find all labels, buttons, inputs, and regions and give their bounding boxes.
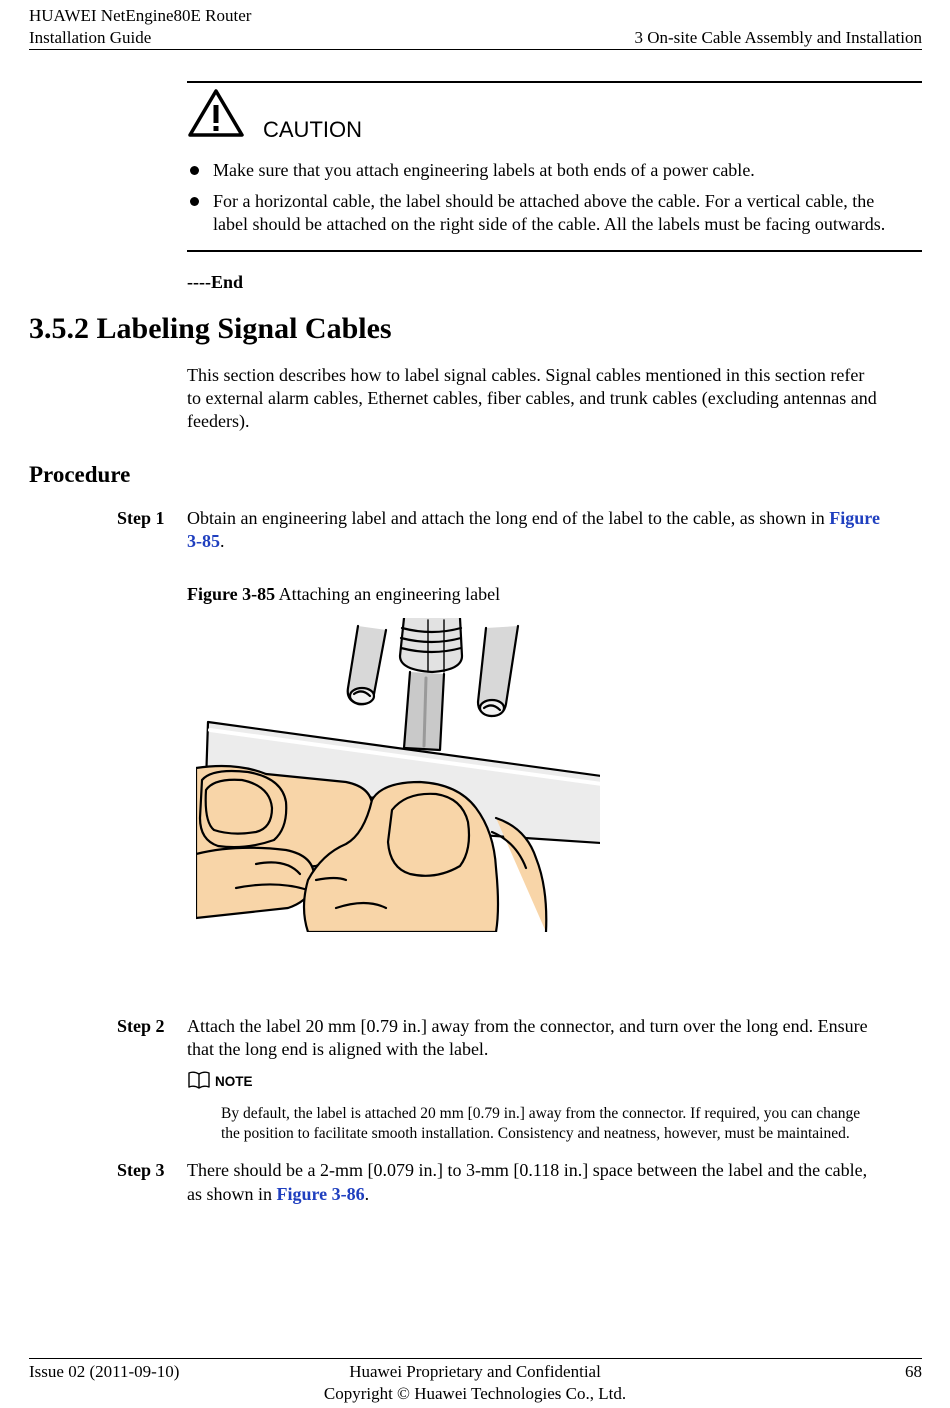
figure-caption xyxy=(187,583,500,606)
caution-bullet-2 xyxy=(190,197,199,206)
note-line-2: the position to facilitate smooth installation. Consistency and neatness, however, must be maintained. xyxy=(221,1125,850,1142)
step-3-tail: . xyxy=(364,1184,370,1204)
caution-top-rule xyxy=(187,81,922,83)
caution-item-1: Make sure that you attach engineering labels at both ends of a power cable. xyxy=(213,160,755,180)
procedure-heading: Procedure xyxy=(29,462,131,487)
note-line-1: By default, the label is attached 20 mm [0.79 in.] away from the connector. If required, you can change xyxy=(221,1105,861,1122)
intro-line-1: This section describes how to label signal cables. Signal cables mentioned in this section refer xyxy=(187,365,865,385)
caution-bottom-rule xyxy=(187,250,922,252)
footer-proprietary: Huawei Proprietary and Confidential xyxy=(349,1362,601,1381)
header-doc-type: Installation Guide xyxy=(29,28,152,47)
step-3-line-2 xyxy=(187,1183,369,1206)
header-product: HUAWEI NetEngine80E Router xyxy=(29,6,252,25)
step-2-label: Step 2 xyxy=(117,1016,165,1036)
footer-issue: Issue 02 (2011-09-10) xyxy=(29,1362,180,1381)
section-title: 3.5.2 Labeling Signal Cables xyxy=(29,312,392,345)
figure-caption-text: Attaching an engineering label xyxy=(275,584,501,604)
caution-title: CAUTION xyxy=(263,117,362,142)
caution-item-2-line-1: For a horizontal cable, the label should be attached above the cable. For a vertical cable, the xyxy=(213,191,875,211)
book-icon xyxy=(187,1070,211,1090)
figure-caption-number: Figure 3-85 xyxy=(187,584,276,604)
step-1-body: Obtain an engineering label and attach the long end of the label to the cable, as shown in xyxy=(187,508,830,528)
caution-bullet-1 xyxy=(190,166,199,175)
intro-line-3: feeders). xyxy=(187,411,250,431)
step-3-label: Step 3 xyxy=(117,1160,165,1180)
end-marker: ----End xyxy=(187,272,244,292)
step-2-line-1: Attach the label 20 mm [0.79 in.] away from the connector, and turn over the long end. Ensure xyxy=(187,1016,868,1036)
step-1-text-line-2 xyxy=(187,530,225,553)
step-1-label: Step 1 xyxy=(117,508,165,528)
step-1-tail: . xyxy=(220,531,225,551)
figure-3-86-link[interactable]: Figure 3-86 xyxy=(276,1184,365,1204)
step-3-line-2-text: as shown in xyxy=(187,1184,277,1204)
warning-triangle-icon xyxy=(187,88,245,138)
step-2-line-2: that the long end is aligned with the label. xyxy=(187,1039,489,1059)
step-3-line-1: There should be a 2-mm [0.079 in.] to 3-mm [0.118 in.] space between the label and the cable, xyxy=(187,1160,868,1180)
caution-item-2-line-2: label should be attached on the right side of the cable. All the labels must be facing outwards. xyxy=(213,214,886,234)
footer-rule xyxy=(29,1358,922,1359)
header-rule xyxy=(29,49,922,50)
footer-copyright: Copyright © Huawei Technologies Co., Ltd. xyxy=(323,1384,627,1403)
note-title: NOTE xyxy=(215,1074,253,1089)
attaching-label-illustration xyxy=(196,618,646,932)
header-chapter: 3 On-site Cable Assembly and Installation xyxy=(634,28,922,47)
figure-3-85-link-b[interactable]: 3-85 xyxy=(187,531,220,551)
footer-page-number: 68 xyxy=(905,1362,922,1381)
step-1-text xyxy=(187,507,880,530)
figure-3-85-link-a[interactable]: Figure xyxy=(829,508,880,528)
intro-line-2: to external alarm cables, Ethernet cables, fiber cables, and trunk cables (excluding antennas and xyxy=(187,388,877,408)
